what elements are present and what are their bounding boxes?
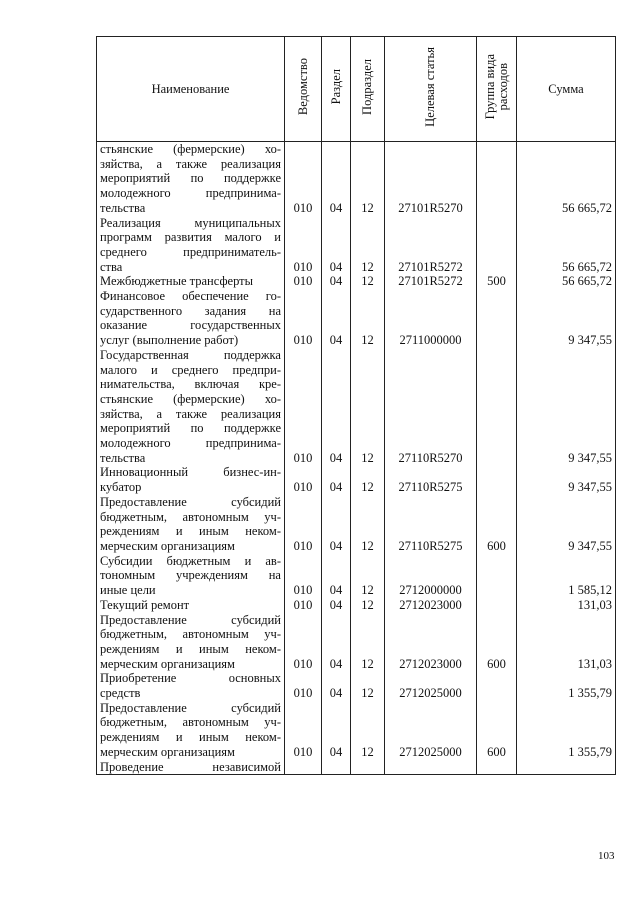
row-sum-cell: 1 585,12 bbox=[517, 554, 616, 598]
row-sum-cell: 1 355,79 bbox=[517, 701, 616, 760]
row-article-cell: 2712025000 bbox=[385, 701, 477, 760]
row-dept-cell: 010 bbox=[285, 554, 322, 598]
row-name-line: тельства bbox=[100, 450, 146, 465]
row-dept-cell: 010 bbox=[285, 274, 322, 289]
row-dept-cell bbox=[285, 760, 322, 775]
row-subsection-cell: 12 bbox=[351, 554, 385, 598]
row-subsection-cell: 12 bbox=[351, 671, 385, 700]
row-section-cell: 04 bbox=[322, 671, 351, 700]
row-name-line: Проведение независимой bbox=[100, 759, 281, 774]
row-name-cell bbox=[97, 289, 285, 348]
row-name-line: среднего предприниматель- bbox=[100, 244, 281, 259]
row-group-cell bbox=[477, 216, 517, 275]
row-name-line: стьянские (фермерские) хо- bbox=[100, 142, 281, 156]
row-name-cell bbox=[97, 274, 285, 289]
row-group-cell bbox=[477, 142, 517, 216]
table-row bbox=[97, 142, 616, 216]
row-group-cell: 600 bbox=[477, 701, 517, 760]
row-group-cell: 600 bbox=[477, 495, 517, 554]
row-subsection-cell: 12 bbox=[351, 348, 385, 466]
row-article-cell bbox=[385, 760, 477, 775]
row-name-line: бюджетным, автономным уч- bbox=[100, 627, 281, 642]
row-name-line: программ развития малого и bbox=[100, 230, 281, 245]
row-name-line: мероприятий по поддержке bbox=[100, 171, 281, 186]
row-article-cell: 2712023000 bbox=[385, 598, 477, 613]
row-section-cell: 04 bbox=[322, 465, 351, 494]
row-name-line: Межбюджетные трансферты bbox=[100, 274, 254, 289]
row-name-line: бюджетным, автономным уч- bbox=[100, 715, 281, 730]
row-subsection-cell: 12 bbox=[351, 289, 385, 348]
row-subsection-cell: 12 bbox=[351, 495, 385, 554]
row-article-cell: 27110R5270 bbox=[385, 348, 477, 466]
row-group-cell bbox=[477, 465, 517, 494]
row-name-cell bbox=[97, 613, 285, 672]
row-sum-cell: 56 665,72 bbox=[517, 142, 616, 216]
table-row bbox=[97, 701, 616, 760]
header-name: Наименование bbox=[97, 37, 285, 142]
row-name-line: средств bbox=[100, 686, 141, 701]
row-subsection-cell: 12 bbox=[351, 216, 385, 275]
row-section-cell: 04 bbox=[322, 554, 351, 598]
row-section-cell: 04 bbox=[322, 701, 351, 760]
row-section-cell: 04 bbox=[322, 274, 351, 289]
row-dept-cell: 010 bbox=[285, 216, 322, 275]
row-section-cell: 04 bbox=[322, 216, 351, 275]
row-name-line: кубатор bbox=[100, 480, 142, 495]
row-sum-cell: 56 665,72 bbox=[517, 274, 616, 289]
row-name-line: ства bbox=[100, 259, 123, 274]
table-row bbox=[97, 348, 616, 466]
row-dept-cell: 010 bbox=[285, 701, 322, 760]
row-dept-cell: 010 bbox=[285, 142, 322, 216]
row-name-line: стьянские (фермерские) хо- bbox=[100, 391, 281, 406]
row-subsection-cell: 12 bbox=[351, 701, 385, 760]
row-name-line: зяйства, а также реализация bbox=[100, 406, 281, 421]
row-section-cell: 04 bbox=[322, 598, 351, 613]
row-name-line: малого и среднего предпри- bbox=[100, 362, 281, 377]
row-section-cell: 04 bbox=[322, 289, 351, 348]
table-row bbox=[97, 760, 616, 775]
row-section-cell: 04 bbox=[322, 142, 351, 216]
row-sum-cell: 1 355,79 bbox=[517, 671, 616, 700]
row-name-line: мерческим организациям bbox=[100, 744, 235, 759]
row-dept-cell: 010 bbox=[285, 613, 322, 672]
row-name-line: молодежного предпринима- bbox=[100, 186, 281, 201]
row-subsection-cell: 12 bbox=[351, 613, 385, 672]
row-article-cell: 2712000000 bbox=[385, 554, 477, 598]
row-sum-cell bbox=[517, 760, 616, 775]
row-name-line: мерческим организациям bbox=[100, 538, 235, 553]
row-group-cell bbox=[477, 760, 517, 775]
row-name-line: иные цели bbox=[100, 583, 156, 598]
row-name-cell bbox=[97, 760, 285, 775]
row-name-line: Реализация муниципальных bbox=[100, 215, 281, 230]
row-name-cell bbox=[97, 348, 285, 466]
row-name-cell bbox=[97, 495, 285, 554]
row-sum-cell: 131,03 bbox=[517, 598, 616, 613]
row-name-line: Предоставление субсидий bbox=[100, 700, 281, 715]
row-group-cell bbox=[477, 289, 517, 348]
row-subsection-cell: 12 bbox=[351, 465, 385, 494]
row-name-line: тономным учреждениям на bbox=[100, 568, 281, 583]
row-section-cell bbox=[322, 760, 351, 775]
row-group-cell bbox=[477, 598, 517, 613]
row-article-cell: 2712025000 bbox=[385, 671, 477, 700]
row-article-cell: 2712023000 bbox=[385, 613, 477, 672]
row-dept-cell: 010 bbox=[285, 598, 322, 613]
header-subsection: Подраздел bbox=[351, 37, 385, 142]
row-name-cell bbox=[97, 142, 285, 216]
row-name-line: тельства bbox=[100, 200, 146, 215]
page-number: 103 bbox=[598, 850, 615, 862]
row-name-cell bbox=[97, 701, 285, 760]
budget-table bbox=[96, 36, 616, 775]
row-name-line: сударственного задания на bbox=[100, 303, 281, 318]
row-subsection-cell bbox=[351, 760, 385, 775]
row-dept-cell: 010 bbox=[285, 465, 322, 494]
row-name-line: Предоставление субсидий bbox=[100, 494, 281, 509]
row-article-cell: 27101R5270 bbox=[385, 142, 477, 216]
row-name-line: оказание государственных bbox=[100, 318, 281, 333]
row-subsection-cell: 12 bbox=[351, 142, 385, 216]
row-article-cell: 27101R5272 bbox=[385, 216, 477, 275]
table-row bbox=[97, 495, 616, 554]
row-group-cell bbox=[477, 671, 517, 700]
row-sum-cell: 9 347,55 bbox=[517, 495, 616, 554]
row-subsection-cell: 12 bbox=[351, 598, 385, 613]
row-name-line: Субсидии бюджетным и ав- bbox=[100, 553, 281, 568]
row-name-line: Финансовое обеспечение го- bbox=[100, 289, 281, 304]
row-section-cell: 04 bbox=[322, 495, 351, 554]
row-name-line: зяйства, а также реализация bbox=[100, 156, 281, 171]
row-article-cell: 27101R5272 bbox=[385, 274, 477, 289]
row-name-line: Государственная поддержка bbox=[100, 347, 281, 362]
table-row bbox=[97, 671, 616, 700]
table-body bbox=[97, 142, 616, 775]
table-header-row bbox=[97, 37, 616, 142]
row-name-line: Инновационный бизнес-ин- bbox=[100, 465, 281, 480]
row-dept-cell: 010 bbox=[285, 348, 322, 466]
row-name-cell bbox=[97, 671, 285, 700]
row-name-line: нимательства, включая кре- bbox=[100, 377, 281, 392]
row-name-line: Текущий ремонт bbox=[100, 597, 190, 612]
row-sum-cell: 9 347,55 bbox=[517, 465, 616, 494]
row-section-cell: 04 bbox=[322, 348, 351, 466]
row-name-line: услуг (выполнение работ) bbox=[100, 333, 239, 348]
row-name-line: реждениям и иным неком- bbox=[100, 730, 281, 745]
row-article-cell: 27110R5275 bbox=[385, 495, 477, 554]
header-expense-group: Группа вида расходов bbox=[477, 37, 517, 142]
row-dept-cell: 010 bbox=[285, 495, 322, 554]
row-dept-cell: 010 bbox=[285, 289, 322, 348]
row-name-line: Предоставление субсидий bbox=[100, 612, 281, 627]
table-row bbox=[97, 274, 616, 289]
row-dept-cell: 010 bbox=[285, 671, 322, 700]
table-row bbox=[97, 554, 616, 598]
row-subsection-cell: 12 bbox=[351, 274, 385, 289]
row-name-cell bbox=[97, 598, 285, 613]
row-name-line: Приобретение основных bbox=[100, 671, 281, 686]
row-name-line: мерческим организациям bbox=[100, 656, 235, 671]
header-sum: Сумма bbox=[517, 37, 616, 142]
row-name-line: реждениям и иным неком- bbox=[100, 524, 281, 539]
row-group-cell: 500 bbox=[477, 274, 517, 289]
row-article-cell: 27110R5275 bbox=[385, 465, 477, 494]
row-group-cell: 600 bbox=[477, 613, 517, 672]
row-group-cell bbox=[477, 348, 517, 466]
row-section-cell: 04 bbox=[322, 613, 351, 672]
row-name-line: реждениям и иным неком- bbox=[100, 641, 281, 656]
row-name-cell bbox=[97, 465, 285, 494]
row-name-line: мероприятий по поддержке bbox=[100, 421, 281, 436]
row-name-cell bbox=[97, 216, 285, 275]
row-name-cell bbox=[97, 554, 285, 598]
table-row bbox=[97, 216, 616, 275]
header-section: Раздел bbox=[322, 37, 351, 142]
row-sum-cell: 9 347,55 bbox=[517, 348, 616, 466]
row-name-line: бюджетным, автономным уч- bbox=[100, 509, 281, 524]
table-row bbox=[97, 465, 616, 494]
row-sum-cell: 56 665,72 bbox=[517, 216, 616, 275]
row-sum-cell: 131,03 bbox=[517, 613, 616, 672]
header-article: Целевая статья bbox=[385, 37, 477, 142]
row-name-line: молодежного предпринима- bbox=[100, 436, 281, 451]
table-row bbox=[97, 598, 616, 613]
row-sum-cell: 9 347,55 bbox=[517, 289, 616, 348]
header-dept: Ведомство bbox=[285, 37, 322, 142]
table-row bbox=[97, 613, 616, 672]
row-group-cell bbox=[477, 554, 517, 598]
row-article-cell: 2711000000 bbox=[385, 289, 477, 348]
table-row bbox=[97, 289, 616, 348]
